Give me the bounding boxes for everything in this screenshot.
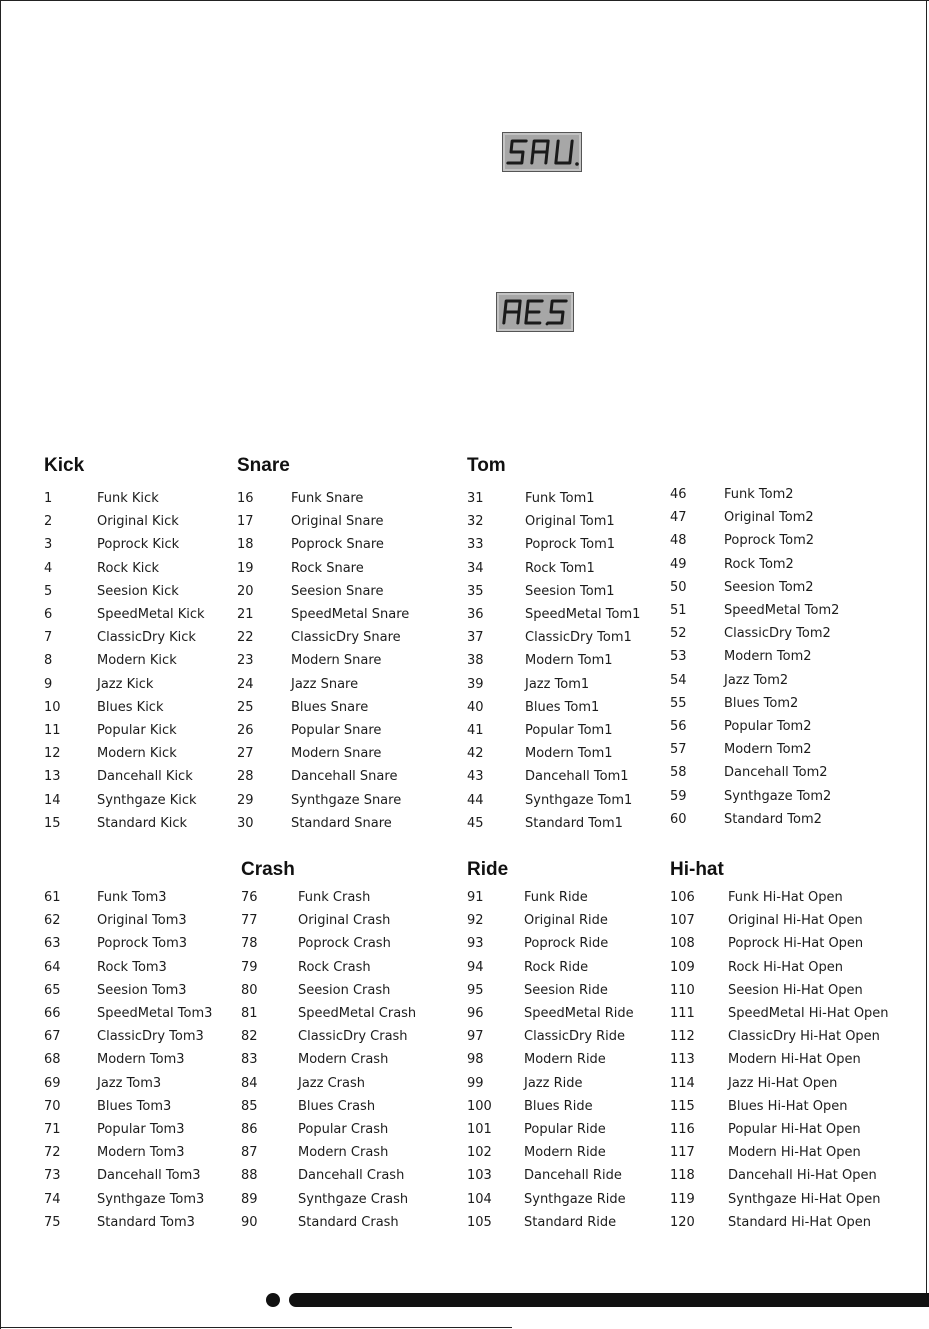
voice-name: Funk Tom2	[724, 487, 794, 502]
voice-name: Standard Tom3	[97, 1214, 195, 1230]
voice-number: 102	[467, 1145, 492, 1161]
voice-name: Blues Ride	[524, 1098, 593, 1114]
voice-number: 49	[670, 556, 687, 572]
voice-name: Dancehall Tom1	[525, 769, 629, 785]
voice-name: Jazz Tom3	[97, 1075, 162, 1091]
voice-name: Synthgaze Crash	[298, 1191, 409, 1207]
voice-name: Original Tom1	[525, 514, 615, 530]
voice-number: 45	[467, 815, 484, 831]
voice-number: 115	[670, 1098, 695, 1114]
voice-number: 8	[44, 653, 53, 669]
voice-name: Popular Crash	[298, 1122, 389, 1137]
voice-name: Seesion Crash	[298, 982, 391, 998]
voice-number: 14	[44, 792, 61, 808]
voice-number: 105	[467, 1214, 492, 1230]
voice-number: 116	[670, 1122, 695, 1137]
page-frame-left	[0, 0, 1, 1329]
section-heading-hi-hat: Hi-hat	[670, 859, 724, 880]
voice-number: 72	[44, 1145, 61, 1161]
voice-name: Modern Crash	[298, 1145, 389, 1161]
voice-number: 15	[44, 815, 61, 831]
voice-name: ClassicDry Hi-Hat Open	[728, 1029, 880, 1045]
voice-name: Standard Crash	[298, 1214, 399, 1230]
voice-number: 78	[241, 936, 258, 952]
voice-name: Original Tom2	[724, 510, 814, 526]
voice-number: 84	[241, 1075, 258, 1091]
led-segment-digits	[497, 293, 573, 331]
voice-number: 96	[467, 1006, 484, 1021]
voice-number: 97	[467, 1029, 484, 1045]
voice-name: Synthgaze Hi-Hat Open	[728, 1191, 881, 1207]
voice-number: 92	[467, 913, 484, 929]
voice-name: Standard Hi-Hat Open	[728, 1214, 872, 1230]
voice-number: 58	[670, 765, 687, 781]
voice-name: Modern Snare	[291, 746, 382, 762]
voice-number: 34	[467, 560, 484, 576]
voice-name: Seesion Tom3	[97, 982, 187, 998]
voice-name: Rock Snare	[291, 560, 364, 576]
voice-number: 9	[44, 676, 53, 692]
voice-name: ClassicDry Snare	[291, 630, 401, 646]
voice-name: Modern Hi-Hat Open	[728, 1052, 861, 1068]
voice-number: 23	[237, 653, 254, 669]
voice-number: 38	[467, 653, 484, 669]
voice-number: 117	[670, 1145, 695, 1161]
voice-name: SpeedMetal Tom1	[525, 607, 641, 622]
voice-number: 17	[237, 514, 254, 530]
voice-name: Poprock Snare	[291, 537, 384, 553]
voice-number: 18	[237, 537, 254, 553]
voice-name: Jazz Hi-Hat Open	[728, 1075, 838, 1091]
voice-name: Funk Kick	[97, 491, 159, 506]
voice-name: Popular Tom3	[97, 1122, 185, 1137]
voice-name: Funk Tom1	[525, 491, 595, 506]
voice-name: Modern Crash	[298, 1052, 389, 1068]
voice-number: 68	[44, 1052, 61, 1068]
voice-number: 75	[44, 1214, 61, 1230]
voice-name: Funk Ride	[524, 890, 588, 905]
voice-name: Jazz Snare	[291, 676, 359, 692]
voice-number: 107	[670, 913, 695, 929]
voice-name: Standard Tom2	[724, 811, 822, 827]
voice-name: Blues Snare	[291, 699, 369, 715]
voice-number: 21	[237, 607, 254, 622]
voice-number: 16	[237, 491, 254, 506]
voice-number: 90	[241, 1214, 258, 1230]
voice-number: 59	[670, 788, 687, 804]
voice-name: Dancehall Hi-Hat Open	[728, 1168, 877, 1184]
voice-name: SpeedMetal Snare	[291, 607, 410, 622]
voice-name: Modern Kick	[97, 746, 177, 762]
voice-name: Poprock Ride	[524, 936, 609, 952]
voice-number: 52	[670, 626, 687, 642]
voice-name: Funk Tom3	[97, 890, 167, 905]
voice-name: Popular Snare	[291, 723, 382, 738]
voice-number: 20	[237, 583, 254, 599]
voice-name: Rock Tom1	[525, 560, 595, 576]
voice-name: Popular Kick	[97, 723, 177, 738]
voice-number: 33	[467, 537, 484, 553]
voice-name: Modern Tom2	[724, 742, 812, 758]
voice-number: 37	[467, 630, 484, 646]
voice-number: 32	[467, 514, 484, 530]
voice-name: Poprock Tom2	[724, 533, 815, 549]
voice-number: 74	[44, 1191, 61, 1207]
voice-number: 36	[467, 607, 484, 622]
voice-number: 110	[670, 982, 695, 998]
voice-number: 65	[44, 982, 61, 998]
voice-name: Standard Snare	[291, 815, 392, 831]
voice-name: Rock Crash	[298, 959, 371, 975]
voice-number: 106	[670, 890, 695, 905]
voice-name: Original Tom3	[97, 913, 187, 929]
voice-name: Standard Tom1	[525, 815, 623, 831]
voice-name: Modern Hi-Hat Open	[728, 1145, 861, 1161]
voice-name: SpeedMetal Ride	[524, 1006, 634, 1021]
voice-number: 100	[467, 1098, 492, 1114]
voice-number: 22	[237, 630, 254, 646]
voice-name: Jazz Crash	[298, 1075, 365, 1091]
voice-number: 81	[241, 1006, 258, 1021]
page-bar-decoration	[289, 1293, 929, 1307]
voice-number: 113	[670, 1052, 695, 1068]
voice-number: 64	[44, 959, 61, 975]
voice-name: Seesion Tom1	[525, 583, 615, 599]
voice-name: Modern Tom3	[97, 1052, 185, 1068]
voice-number: 3	[44, 537, 53, 553]
voice-number: 29	[237, 792, 254, 808]
voice-number: 63	[44, 936, 61, 952]
voice-name: Funk Crash	[298, 890, 371, 905]
voice-number: 55	[670, 695, 687, 711]
voice-number: 77	[241, 913, 258, 929]
voice-number: 88	[241, 1168, 258, 1184]
voice-name: Jazz Tom2	[724, 672, 789, 688]
voice-name: Modern Tom3	[97, 1145, 185, 1161]
voice-name: Dancehall Tom2	[724, 765, 828, 781]
voice-name: Synthgaze Tom3	[97, 1191, 205, 1207]
voice-name: Rock Tom3	[97, 959, 167, 975]
voice-number: 94	[467, 959, 484, 975]
page-frame-top	[0, 0, 929, 1]
voice-number: 119	[670, 1191, 695, 1207]
voice-number: 118	[670, 1168, 695, 1184]
voice-number: 95	[467, 982, 484, 998]
voice-name: ClassicDry Ride	[524, 1029, 626, 1045]
voice-name: Synthgaze Tom2	[724, 788, 832, 804]
voice-number: 28	[237, 769, 254, 785]
voice-number: 103	[467, 1168, 492, 1184]
voice-name: ClassicDry Tom2	[724, 626, 831, 642]
voice-number: 99	[467, 1075, 484, 1091]
voice-name: Standard Kick	[97, 815, 188, 831]
voice-number: 98	[467, 1052, 484, 1068]
voice-number: 7	[44, 630, 53, 646]
voice-number: 13	[44, 769, 61, 785]
voice-name: Standard Ride	[524, 1214, 617, 1230]
voice-name: Seesion Hi-Hat Open	[728, 982, 863, 998]
voice-name: Dancehall Snare	[291, 769, 398, 785]
voice-number: 1	[44, 491, 53, 506]
voice-number: 57	[670, 742, 687, 758]
voice-name: SpeedMetal Hi-Hat Open	[728, 1006, 889, 1021]
voice-name: Popular Tom2	[724, 719, 812, 734]
voice-number: 25	[237, 699, 254, 715]
voice-name: SpeedMetal Kick	[97, 607, 205, 622]
voice-name: Synthgaze Tom1	[525, 792, 633, 808]
voice-name: Seesion Tom2	[724, 579, 814, 595]
voice-number: 87	[241, 1145, 258, 1161]
voice-number: 61	[44, 890, 61, 905]
voice-number: 85	[241, 1098, 258, 1114]
voice-number: 89	[241, 1191, 258, 1207]
voice-name: Blues Kick	[97, 699, 164, 715]
voice-number: 71	[44, 1122, 61, 1137]
voice-name: Poprock Tom1	[525, 537, 616, 553]
voice-name: Rock Hi-Hat Open	[728, 959, 843, 975]
section-heading-crash: Crash	[241, 859, 295, 880]
led-segment-digits	[503, 133, 581, 171]
voice-number: 80	[241, 982, 258, 998]
voice-number: 62	[44, 913, 61, 929]
voice-number: 104	[467, 1191, 492, 1207]
voice-number: 76	[241, 890, 258, 905]
voice-number: 86	[241, 1122, 258, 1137]
voice-number: 111	[670, 1006, 695, 1021]
voice-number: 46	[670, 487, 687, 502]
section-heading-ride: Ride	[467, 859, 509, 880]
voice-number: 83	[241, 1052, 258, 1068]
voice-name: Blues Tom1	[525, 699, 600, 715]
voice-number: 93	[467, 936, 484, 952]
voice-name: Dancehall Crash	[298, 1168, 405, 1184]
voice-name: Poprock Crash	[298, 936, 391, 952]
voice-name: Jazz Tom1	[525, 676, 590, 692]
voice-name: Blues Tom2	[724, 695, 799, 711]
voice-name: SpeedMetal Tom2	[724, 603, 840, 618]
voice-number: 30	[237, 815, 254, 831]
voice-name: Modern Kick	[97, 653, 177, 669]
voice-name: Modern Tom1	[525, 653, 613, 669]
voice-number: 41	[467, 723, 484, 738]
voice-name: Poprock Hi-Hat Open	[728, 936, 864, 952]
voice-name: Modern Snare	[291, 653, 382, 669]
voice-name: SpeedMetal Tom3	[97, 1006, 213, 1021]
voice-number: 69	[44, 1075, 61, 1091]
voice-number: 12	[44, 746, 61, 762]
voice-name: Original Kick	[97, 514, 179, 530]
voice-number: 4	[44, 560, 53, 576]
voice-name: SpeedMetal Crash	[298, 1006, 417, 1021]
voice-name: Blues Tom3	[97, 1098, 172, 1114]
voice-name: Popular Ride	[524, 1122, 606, 1137]
voice-number: 6	[44, 607, 53, 622]
voice-number: 53	[670, 649, 687, 665]
voice-name: Rock Tom2	[724, 556, 794, 572]
voice-number: 27	[237, 746, 254, 762]
voice-number: 35	[467, 583, 484, 599]
voice-number: 11	[44, 723, 61, 738]
voice-number: 109	[670, 959, 695, 975]
voice-number: 50	[670, 579, 687, 595]
voice-number: 39	[467, 676, 484, 692]
voice-number: 42	[467, 746, 484, 762]
voice-number: 112	[670, 1029, 695, 1045]
voice-name: Synthgaze Snare	[291, 792, 402, 808]
voice-number: 114	[670, 1075, 695, 1091]
voice-name: Original Hi-Hat Open	[728, 913, 863, 929]
voice-name: Funk Hi-Hat Open	[728, 890, 843, 905]
voice-name: ClassicDry Tom3	[97, 1029, 204, 1045]
page-frame-bottom	[0, 1327, 512, 1328]
led-display-save	[502, 132, 582, 172]
voice-name: ClassicDry Tom1	[525, 630, 632, 646]
voice-number: 19	[237, 560, 254, 576]
voice-number: 43	[467, 769, 484, 785]
voice-number: 40	[467, 699, 484, 715]
voice-number: 44	[467, 792, 484, 808]
voice-name: Dancehall Ride	[524, 1168, 622, 1184]
voice-number: 56	[670, 719, 687, 734]
voice-name: ClassicDry Kick	[97, 630, 196, 646]
voice-number: 79	[241, 959, 258, 975]
section-heading-tom: Tom	[467, 455, 506, 476]
voice-name: Rock Kick	[97, 560, 160, 576]
page-bullet-icon	[266, 1293, 280, 1307]
voice-name: Blues Crash	[298, 1098, 376, 1114]
voice-name: Seesion Ride	[524, 982, 608, 998]
voice-name: Original Crash	[298, 913, 391, 929]
voice-name: Jazz Ride	[524, 1075, 583, 1091]
voice-number: 48	[670, 533, 687, 549]
voice-name: Synthgaze Ride	[524, 1191, 626, 1207]
voice-number: 2	[44, 514, 53, 530]
voice-number: 108	[670, 936, 695, 952]
voice-name: Poprock Kick	[97, 537, 180, 553]
voice-name: Modern Ride	[524, 1052, 606, 1068]
voice-number: 51	[670, 603, 687, 618]
voice-number: 5	[44, 583, 53, 599]
voice-name: Funk Snare	[291, 491, 364, 506]
voice-name: Modern Tom1	[525, 746, 613, 762]
voice-number: 24	[237, 676, 254, 692]
voice-name: Rock Ride	[524, 959, 589, 975]
voice-name: Modern Tom2	[724, 649, 812, 665]
voice-name: Original Ride	[524, 913, 608, 929]
voice-name: Popular Hi-Hat Open	[728, 1122, 861, 1137]
voice-number: 60	[670, 811, 687, 827]
voice-name: Modern Ride	[524, 1145, 606, 1161]
voice-name: Poprock Tom3	[97, 936, 188, 952]
voice-name: Original Snare	[291, 514, 384, 530]
voice-name: Dancehall Tom3	[97, 1168, 201, 1184]
voice-number: 26	[237, 723, 254, 738]
voice-number: 70	[44, 1098, 61, 1114]
voice-name: Dancehall Kick	[97, 769, 193, 785]
voice-number: 67	[44, 1029, 61, 1045]
page-frame-right	[926, 0, 927, 1296]
voice-name: Popular Tom1	[525, 723, 613, 738]
voice-number: 31	[467, 491, 484, 506]
voice-name: Jazz Kick	[97, 676, 154, 692]
section-heading-snare: Snare	[237, 455, 290, 476]
voice-number: 82	[241, 1029, 258, 1045]
voice-number: 101	[467, 1122, 492, 1137]
voice-number: 54	[670, 672, 687, 688]
voice-name: Blues Hi-Hat Open	[728, 1098, 848, 1114]
voice-name: Synthgaze Kick	[97, 792, 197, 808]
led-display-aes	[496, 292, 574, 332]
voice-number: 91	[467, 890, 484, 905]
voice-number: 120	[670, 1214, 695, 1230]
voice-number: 73	[44, 1168, 61, 1184]
voice-name: Seesion Snare	[291, 583, 384, 599]
voice-number: 66	[44, 1006, 61, 1021]
voice-name: ClassicDry Crash	[298, 1029, 408, 1045]
voice-number: 10	[44, 699, 61, 715]
section-heading-kick: Kick	[44, 455, 85, 476]
voice-number: 47	[670, 510, 687, 526]
voice-name: Seesion Kick	[97, 583, 179, 599]
